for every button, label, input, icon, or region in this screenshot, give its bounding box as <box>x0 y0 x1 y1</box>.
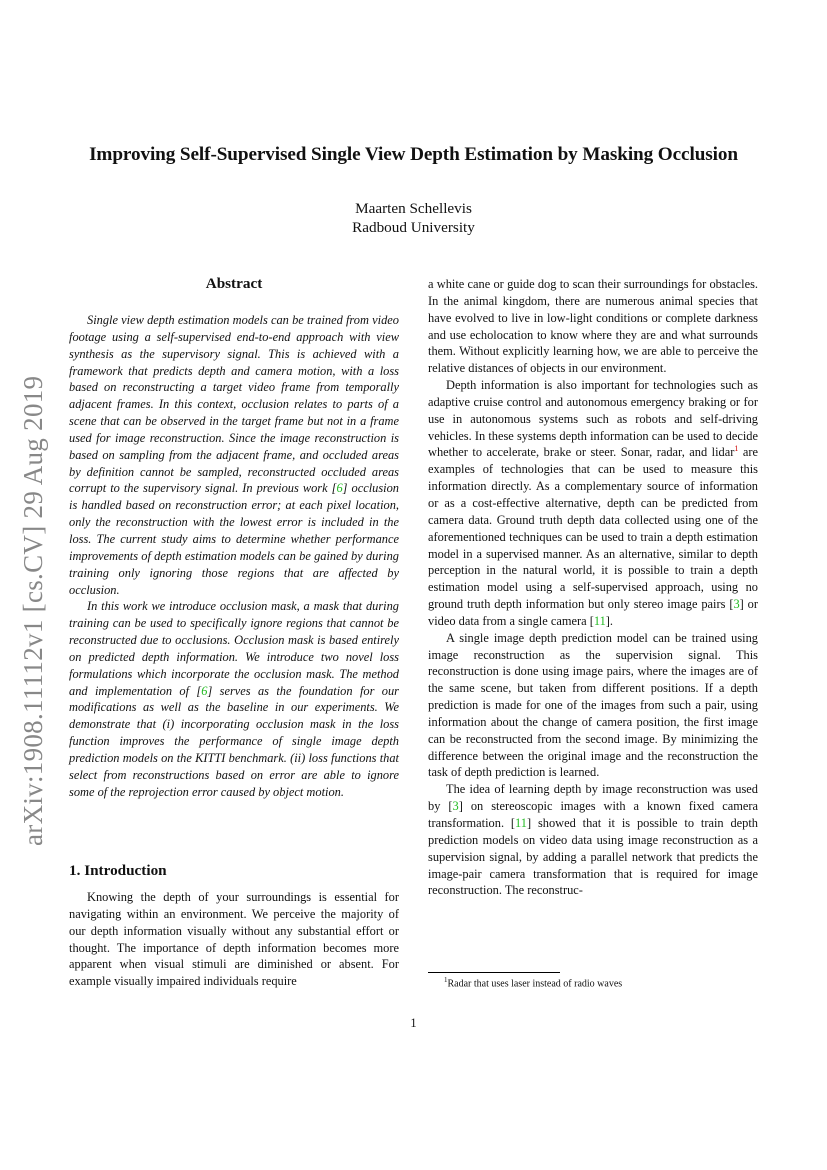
abstract-paragraph <box>69 312 399 598</box>
author-affiliation: Radboud University <box>352 219 475 236</box>
text: ] occlusion is handled based on reconstruction error; at each pixel location, only the reconstruction with the lowest error is included in the loss. The current study aims to determine whether performance improvements of depth estimation models can be gained by during training only ignoring those regions that are affected by occlusion. <box>69 481 399 597</box>
author-name: Maarten Schellevis <box>355 200 472 217</box>
abstract-paragraph <box>69 598 399 800</box>
abstract-body <box>69 312 399 800</box>
body-paragraph: a white cane or guide dog to scan their surroundings for obstacles. In the animal kingdom, there are numerous animal species that have evolved to live in low-light conditions or complete darkness and use echolocation to know where they are and what surrounds them. Without explicitly learning how, we are able to perceive the relative distances of objects in our environment. <box>428 277 758 376</box>
body-paragraph: A single image depth prediction model can be trained using image reconstruction as the supervision signal. This reconstruction is done using image pairs, where the images are of the same scene, but taken from different positions. If a depth prediction is made for one of the images from such a pair, using information about the change of camera position, the first image can be reconstructed from the second image. By minimizing the difference between the original image and the reconstruction the task of depth prediction is learned. <box>428 630 758 780</box>
section-heading-introduction: 1. Introduction <box>69 862 167 879</box>
footnote-link[interactable]: 1 <box>734 444 739 454</box>
author-block <box>0 199 827 237</box>
paper-title: Improving Self-Supervised Single View Depth Estimation by Masking Occlusion <box>89 144 738 165</box>
abstract-heading: Abstract <box>205 275 263 292</box>
text: The idea of learning depth by image reconstruction was used by [ <box>428 782 758 814</box>
text: Depth information is also important for technologies such as adaptive cruise control and autonomous emergency braking or for use in autonomous systems such as robots and self-driving vehicles. In these systems depth information can be used to decide whether to accelerate, brake or steer. Sonar, radar, and lidar <box>428 378 758 460</box>
citation-link[interactable]: 6 <box>336 481 343 496</box>
body-paragraph <box>428 377 758 630</box>
citation-link[interactable]: 11 <box>515 816 527 830</box>
body-paragraph <box>428 781 758 899</box>
footnote <box>444 976 622 989</box>
text: ] on stereoscopic images with a known fixed camera transformation. [ <box>428 799 758 830</box>
citation-link[interactable]: 3 <box>733 597 740 612</box>
footnote-divider <box>428 972 560 973</box>
text: ] serves as the foundation for our modifications as well as the baseline in our experiments. We demonstrate that (i) incorporating occlusion mask in the loss function improves the performance of single image depth prediction models on the KITTI benchmark. (ii) loss functions that select from reconstructions based on error are able to ignore some of the reprojection error caused by object motion. <box>69 683 399 799</box>
arxiv-stamp: arXiv:1908.11112v1 [cs.CV] 29 Aug 2019 <box>18 375 48 846</box>
footnote-mark: 1 <box>444 976 448 984</box>
citation-link[interactable]: 6 <box>201 683 208 698</box>
text: ]. <box>605 613 613 628</box>
footnote-text: Radar that uses laser instead of radio waves <box>447 978 623 990</box>
text: are examples of technologies that can be used to measure this information directly. As a complementary source of information or as a cost-effective alternative, depth can be predicted from camera data. Ground truth depth data collected using one of the aforementioned techniques can be used to train a depth estimation model in a supervised manner. As an alternative, similar to depth perception in the natural world, it is possible to train a depth estimation model using a self-supervised approach, using no ground truth depth information but only stereo image pairs [ <box>428 445 758 612</box>
text: In this work we introduce occlusion mask, a mask that during training can be used to specifically ignore regions that cannot be reconstructed due to occlusions. Occlusion mask is based entirely on predicted depth information. We introduce two novel loss formulations which incorporate the occlusion mask. The method and implementation of [ <box>69 599 399 698</box>
page-number: 1 <box>410 1016 417 1030</box>
intro-paragraph: Knowing the depth of your surroundings is essential for navigating within an environment. We perceive the majority of our depth information visually without any substantial effort or thought. The importance of depth information becomes more apparent when visual stimuli are diminished or absent. For example visually impaired individuals require <box>69 890 399 989</box>
citation-link[interactable]: 3 <box>452 799 459 814</box>
text: ] showed that it is possible to train depth prediction models on video data using image reconstruction as a supervision signal, by adding a parallel network that predicts the image-pair camera transformation that is required for image reconstruction. The reconstruc- <box>428 816 758 898</box>
text: ] or video data from a single camera [ <box>428 597 759 628</box>
introduction-body <box>69 889 399 990</box>
right-column-body <box>428 276 758 899</box>
citation-link[interactable]: 11 <box>593 613 606 628</box>
text: Single view depth estimation models can be trained from video footage using a self-supervised end-to-end approach with view synthesis as the supervisory signal. This is achieved with a framework that predicts depth and camera motion, with a loss based on reconstructing a target video frame from temporally adjacent frames. In this context, occlusion relates to parts of a scene that can be observed in the target frame but not in a frame used for image reconstruction. Since the image reconstruction is based on sampling from the adjacent frame, and occluded areas by definition cannot be sampled, reconstructed occluded areas corrupt to the supervisory signal. In previous work [ <box>69 313 399 496</box>
